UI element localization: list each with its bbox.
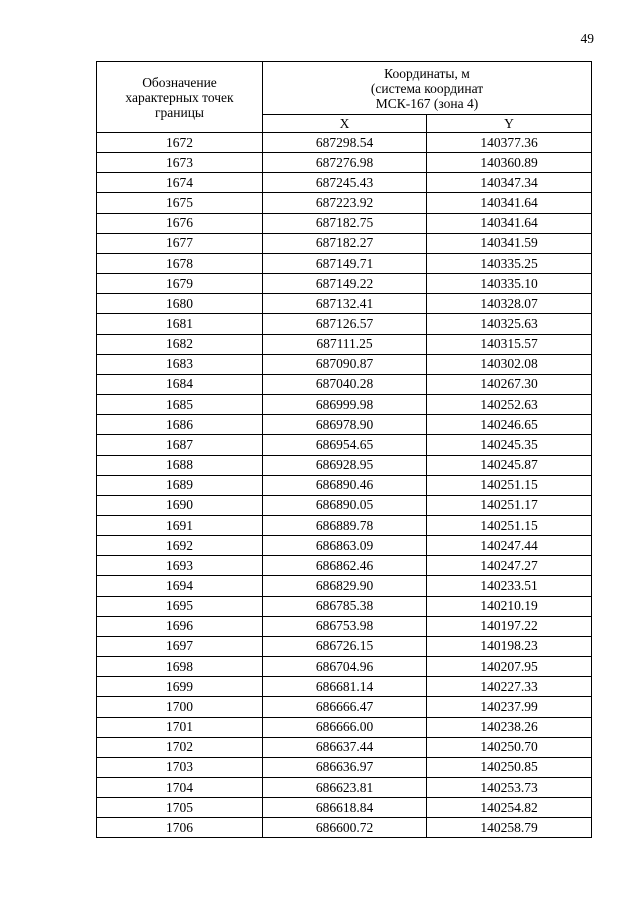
table-body — [97, 133, 592, 838]
cell-point-id: 1696 — [97, 616, 263, 636]
cell-point-id: 1678 — [97, 253, 263, 273]
cell-y: 140341.59 — [427, 233, 592, 253]
cell-point-id: 1705 — [97, 798, 263, 818]
cell-y: 140251.15 — [427, 475, 592, 495]
table-row — [97, 233, 592, 253]
cell-y: 140335.10 — [427, 274, 592, 294]
table-row — [97, 495, 592, 515]
cell-x: 687149.71 — [263, 253, 427, 273]
cell-x: 686666.47 — [263, 697, 427, 717]
cell-y: 140245.35 — [427, 435, 592, 455]
table-row — [97, 576, 592, 596]
cell-point-id: 1690 — [97, 495, 263, 515]
cell-x: 687182.27 — [263, 233, 427, 253]
table-row — [97, 193, 592, 213]
cell-y: 140325.63 — [427, 314, 592, 334]
header-point-line: Обозначение — [142, 74, 217, 90]
cell-point-id: 1686 — [97, 415, 263, 435]
cell-x: 686889.78 — [263, 515, 427, 535]
cell-y: 140267.30 — [427, 374, 592, 394]
cell-point-id: 1681 — [97, 314, 263, 334]
cell-x: 686600.72 — [263, 818, 427, 838]
cell-x: 687132.41 — [263, 294, 427, 314]
cell-point-id: 1698 — [97, 657, 263, 677]
cell-y: 140253.73 — [427, 778, 592, 798]
cell-y: 140335.25 — [427, 253, 592, 273]
cell-y: 140258.79 — [427, 818, 592, 838]
header-point-line: характерных точек — [125, 89, 234, 105]
cell-y: 140238.26 — [427, 717, 592, 737]
table-row — [97, 435, 592, 455]
cell-point-id: 1692 — [97, 536, 263, 556]
table-row — [97, 475, 592, 495]
cell-point-id: 1694 — [97, 576, 263, 596]
header-coords-line: Координаты, м — [384, 65, 470, 81]
cell-point-id: 1687 — [97, 435, 263, 455]
cell-y: 140233.51 — [427, 576, 592, 596]
cell-y: 140237.99 — [427, 697, 592, 717]
cell-y: 140227.33 — [427, 677, 592, 697]
cell-y: 140250.70 — [427, 737, 592, 757]
cell-point-id: 1672 — [97, 133, 263, 153]
table-row — [97, 314, 592, 334]
cell-y: 140254.82 — [427, 798, 592, 818]
header-point-line: границы — [154, 104, 205, 120]
header-point-designation — [97, 62, 263, 133]
table-row — [97, 636, 592, 656]
cell-x: 686637.44 — [263, 737, 427, 757]
table-row — [97, 133, 592, 153]
cell-x: 687223.92 — [263, 193, 427, 213]
cell-y: 140341.64 — [427, 213, 592, 233]
table-row — [97, 616, 592, 636]
cell-y: 140210.19 — [427, 596, 592, 616]
cell-y: 140251.15 — [427, 515, 592, 535]
cell-x: 687245.43 — [263, 173, 427, 193]
cell-x: 687298.54 — [263, 133, 427, 153]
header-row — [97, 62, 592, 115]
cell-y: 140360.89 — [427, 153, 592, 173]
cell-x: 686954.65 — [263, 435, 427, 455]
cell-y: 140197.22 — [427, 616, 592, 636]
cell-y: 140251.17 — [427, 495, 592, 515]
cell-x: 686863.09 — [263, 536, 427, 556]
cell-point-id: 1675 — [97, 193, 263, 213]
table-row — [97, 657, 592, 677]
page-number: 49 — [580, 31, 594, 46]
cell-y: 140377.36 — [427, 133, 592, 153]
table-row — [97, 334, 592, 354]
cell-x: 686636.97 — [263, 757, 427, 777]
cell-point-id: 1682 — [97, 334, 263, 354]
cell-point-id: 1703 — [97, 757, 263, 777]
coordinates-table — [96, 61, 592, 838]
cell-point-id: 1673 — [97, 153, 263, 173]
cell-point-id: 1693 — [97, 556, 263, 576]
cell-x: 686829.90 — [263, 576, 427, 596]
cell-x: 686623.81 — [263, 778, 427, 798]
cell-x: 686890.05 — [263, 495, 427, 515]
cell-x: 686704.96 — [263, 657, 427, 677]
cell-point-id: 1699 — [97, 677, 263, 697]
cell-y: 140302.08 — [427, 354, 592, 374]
cell-x: 686890.46 — [263, 475, 427, 495]
table-header — [97, 62, 592, 133]
table-row — [97, 354, 592, 374]
cell-y: 140341.64 — [427, 193, 592, 213]
table-row — [97, 596, 592, 616]
cell-point-id: 1701 — [97, 717, 263, 737]
cell-point-id: 1697 — [97, 636, 263, 656]
cell-point-id: 1676 — [97, 213, 263, 233]
cell-point-id: 1677 — [97, 233, 263, 253]
cell-y: 140207.95 — [427, 657, 592, 677]
cell-point-id: 1674 — [97, 173, 263, 193]
cell-point-id: 1704 — [97, 778, 263, 798]
cell-point-id: 1688 — [97, 455, 263, 475]
table-row — [97, 556, 592, 576]
cell-y: 140198.23 — [427, 636, 592, 656]
table-row — [97, 294, 592, 314]
cell-point-id: 1689 — [97, 475, 263, 495]
table-row — [97, 737, 592, 757]
cell-x: 687276.98 — [263, 153, 427, 173]
cell-x: 686666.00 — [263, 717, 427, 737]
cell-x: 686785.38 — [263, 596, 427, 616]
cell-x: 686928.95 — [263, 455, 427, 475]
cell-x: 687040.28 — [263, 374, 427, 394]
cell-x: 687182.75 — [263, 213, 427, 233]
cell-point-id: 1684 — [97, 374, 263, 394]
cell-x: 686681.14 — [263, 677, 427, 697]
cell-x: 686999.98 — [263, 395, 427, 415]
cell-x: 686753.98 — [263, 616, 427, 636]
table-row — [97, 395, 592, 415]
cell-x: 687111.25 — [263, 334, 427, 354]
header-coords-line: (система координат — [370, 80, 484, 96]
table-row — [97, 818, 592, 838]
cell-point-id: 1680 — [97, 294, 263, 314]
header-y: Y — [427, 115, 592, 133]
cell-point-id: 1695 — [97, 596, 263, 616]
cell-x: 687090.87 — [263, 354, 427, 374]
table-row — [97, 173, 592, 193]
table-row — [97, 798, 592, 818]
cell-x: 687149.22 — [263, 274, 427, 294]
cell-y: 140245.87 — [427, 455, 592, 475]
table-row — [97, 757, 592, 777]
cell-x: 686978.90 — [263, 415, 427, 435]
table-row — [97, 274, 592, 294]
cell-y: 140252.63 — [427, 395, 592, 415]
header-coordinates — [263, 62, 592, 115]
cell-x: 686618.84 — [263, 798, 427, 818]
cell-point-id: 1679 — [97, 274, 263, 294]
cell-point-id: 1706 — [97, 818, 263, 838]
table-row — [97, 717, 592, 737]
header-x: X — [263, 115, 427, 133]
header-coords-line: МСК-167 (зона 4) — [375, 95, 479, 111]
table-row — [97, 455, 592, 475]
cell-y: 140328.07 — [427, 294, 592, 314]
table-row — [97, 697, 592, 717]
table-row — [97, 213, 592, 233]
table-row — [97, 153, 592, 173]
table-row — [97, 677, 592, 697]
cell-x: 686726.15 — [263, 636, 427, 656]
cell-y: 140250.85 — [427, 757, 592, 777]
cell-y: 140315.57 — [427, 334, 592, 354]
cell-y: 140246.65 — [427, 415, 592, 435]
cell-x: 686862.46 — [263, 556, 427, 576]
cell-y: 140347.34 — [427, 173, 592, 193]
table-row — [97, 778, 592, 798]
table-row — [97, 515, 592, 535]
table-row — [97, 415, 592, 435]
cell-point-id: 1700 — [97, 697, 263, 717]
table-row — [97, 374, 592, 394]
cell-point-id: 1691 — [97, 515, 263, 535]
cell-y: 140247.44 — [427, 536, 592, 556]
cell-point-id: 1685 — [97, 395, 263, 415]
table-row — [97, 253, 592, 273]
table-row — [97, 536, 592, 556]
cell-point-id: 1683 — [97, 354, 263, 374]
cell-x: 687126.57 — [263, 314, 427, 334]
cell-point-id: 1702 — [97, 737, 263, 757]
cell-y: 140247.27 — [427, 556, 592, 576]
